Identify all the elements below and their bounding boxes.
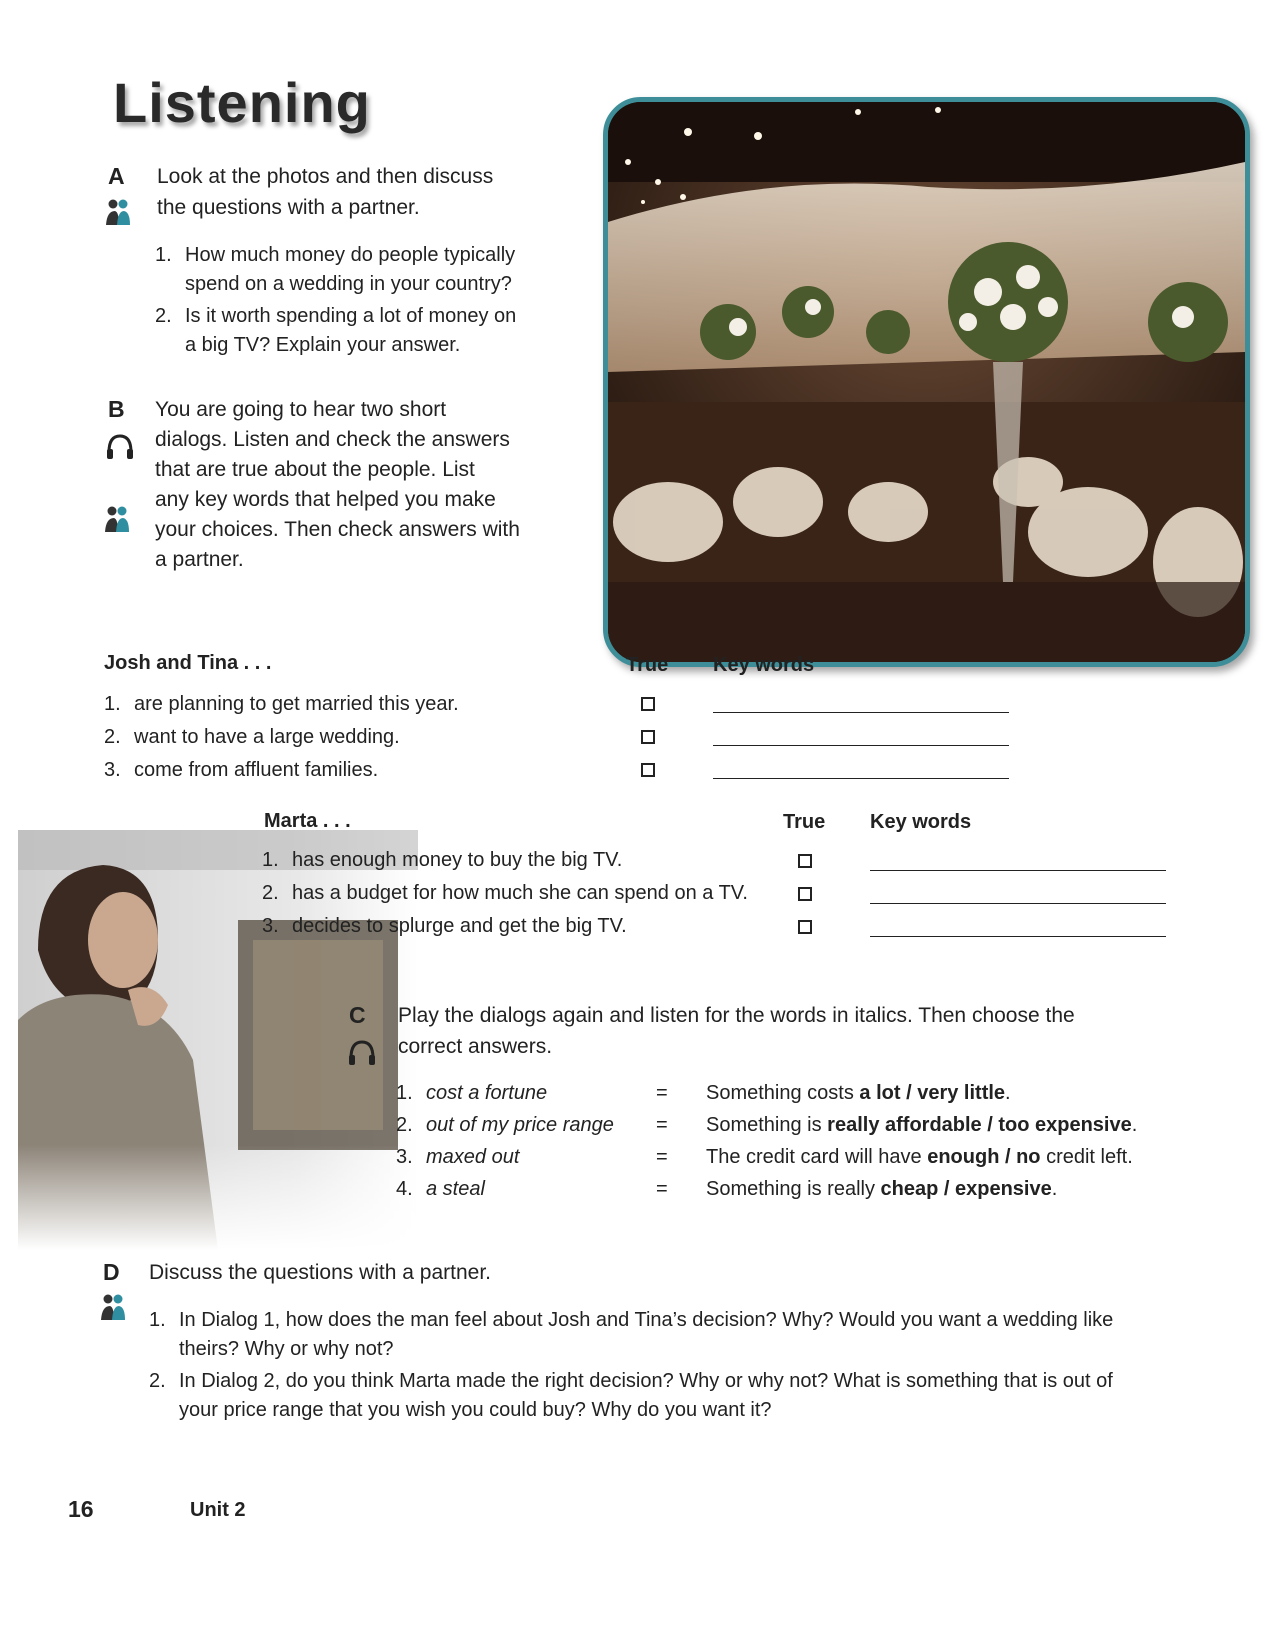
marta-keywords-line-1[interactable]	[870, 870, 1166, 871]
josh-true-header: True	[626, 654, 669, 676]
marta-keywords-line-2[interactable]	[870, 903, 1166, 904]
marta-true-checkbox-3[interactable]	[798, 920, 812, 934]
section-c-instruction-line2: correct answers.	[398, 1035, 553, 1058]
section-b-letter: B	[108, 396, 125, 422]
josh-keywords-line-2[interactable]	[713, 745, 1009, 746]
section-a-instruction-line2: the questions with a partner.	[157, 196, 420, 219]
josh-tina-heading: Josh and Tina . . .	[104, 652, 272, 674]
section-b-instructions: You are going to hear two short dialogs. Listen and check the answers that are true about the people. List any key words that helped you make your choices. Then check answers with a partner.	[155, 398, 520, 571]
josh-keywords-line-1[interactable]	[713, 712, 1009, 713]
section-d-letter: D	[103, 1259, 120, 1285]
josh-keywords-header: Key words	[713, 654, 815, 676]
section-a-instruction-line1: Look at the photos and then discuss	[157, 165, 494, 188]
section-c-instruction-line1: Play the dialogs again and listen for the words in italics. Then choose the	[398, 1004, 1075, 1027]
pair-work-icon	[106, 198, 130, 226]
section-a-letter: A	[108, 163, 125, 189]
marta-keywords-header: Key words	[870, 811, 972, 833]
section-d-question-1: 1. In Dialog 1, how does the man feel about Josh and Tina’s decision? Why? Would you want a wedding like theirs? Why or why not?	[149, 1309, 1114, 1360]
josh-keywords-line-3[interactable]	[713, 778, 1009, 779]
marta-keywords-line-3[interactable]	[870, 936, 1166, 937]
marta-item-1: 1. has enough money to buy the big TV.	[262, 849, 623, 871]
marta-item-2: 2. has a budget for how much she can spend on a TV.	[262, 882, 748, 904]
pair-work-icon	[105, 505, 129, 533]
marta-item-3: 3. decides to splurge and get the big TV.	[262, 915, 627, 937]
section-c-letter: C	[349, 1002, 366, 1028]
josh-true-checkbox-1[interactable]	[641, 697, 655, 711]
josh-item-1: 1. are planning to get married this year.	[104, 693, 459, 715]
section-a-question-2: 2. Is it worth spending a lot of money on a big TV? Explain your answer.	[155, 305, 517, 356]
section-d-question-2: 2. In Dialog 2, do you think Marta made the right decision? Why or why not? What is something that is out of your price range that you wish you could buy? Why do you want it?	[149, 1370, 1113, 1421]
wedding-reception-photo	[603, 97, 1250, 667]
marta-heading: Marta . . .	[264, 810, 351, 832]
josh-true-checkbox-3[interactable]	[641, 763, 655, 777]
headphones-icon	[347, 1038, 377, 1068]
marta-true-checkbox-2[interactable]	[798, 887, 812, 901]
josh-true-checkbox-2[interactable]	[641, 730, 655, 744]
section-a-question-1: 1. How much money do people typically spend on a wedding in your country?	[155, 244, 516, 295]
josh-item-3: 3. come from affluent families.	[104, 759, 379, 781]
marta-true-checkbox-1[interactable]	[798, 854, 812, 868]
josh-item-2: 2. want to have a large wedding.	[104, 726, 400, 748]
unit-label: Unit 2	[190, 1499, 246, 1521]
page-title: Listening	[113, 71, 371, 134]
section-c-row-1: 1. cost a fortune = Something costs a lot / very little.	[396, 1082, 1011, 1104]
section-d-instruction: Discuss the questions with a partner.	[149, 1261, 492, 1284]
marta-true-header: True	[783, 811, 826, 833]
page-number: 16	[68, 1496, 94, 1522]
headphones-icon	[105, 432, 135, 462]
section-c-row-2: 2. out of my price range = Something is really affordable / too expensive.	[396, 1114, 1138, 1136]
section-c-row-4: 4. a steal = Something is really cheap / expensive.	[396, 1178, 1058, 1200]
section-c-row-3: 3. maxed out = The credit card will have enough / no credit left.	[396, 1146, 1133, 1168]
pair-work-icon	[101, 1293, 125, 1321]
